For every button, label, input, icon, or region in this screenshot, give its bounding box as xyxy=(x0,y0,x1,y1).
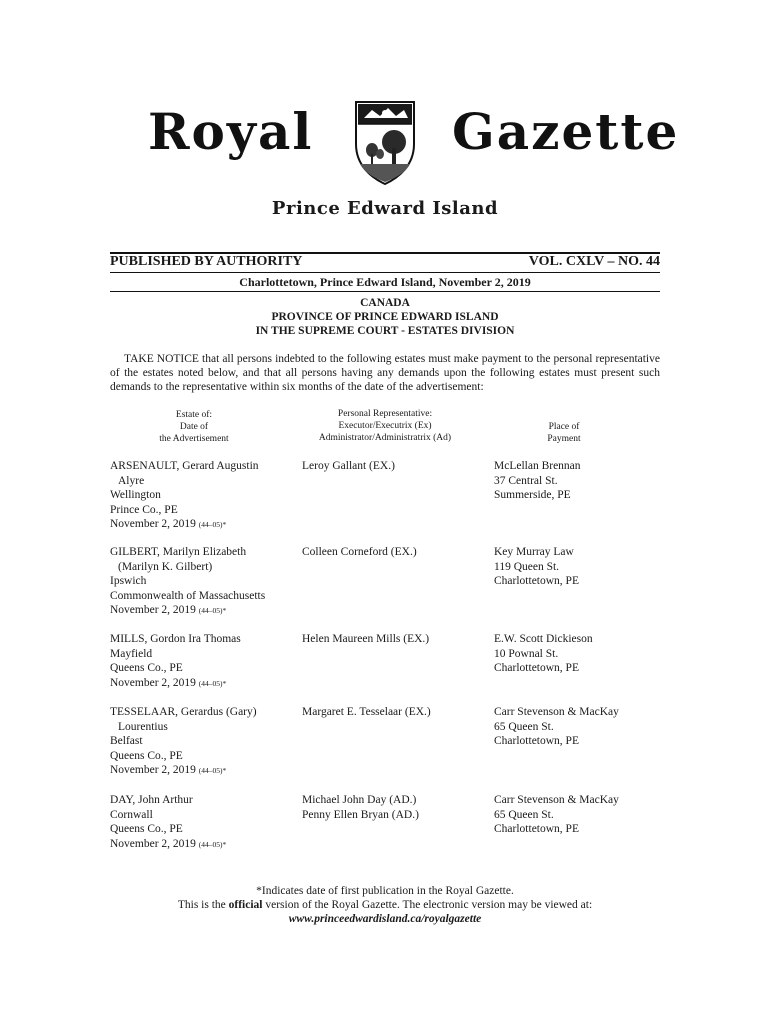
footer-note xyxy=(110,884,660,926)
estate-county: Commonwealth of Massachusetts xyxy=(110,589,266,602)
column-header-representative-line: Personal Representative: xyxy=(337,409,433,419)
issue-tag: (44–05)* xyxy=(198,678,227,688)
court-line-country: CANADA xyxy=(360,297,410,309)
representative-name: Leroy Gallant (EX.) xyxy=(302,460,395,472)
estate-details xyxy=(110,545,295,619)
estate-details xyxy=(110,632,295,691)
payment-street: 37 Central St. xyxy=(494,474,558,487)
payment-city: Charlottetown, PE xyxy=(494,575,579,587)
masthead xyxy=(0,92,770,192)
court-line-province: PROVINCE OF PRINCE EDWARD ISLAND xyxy=(271,311,499,323)
payment-street: 119 Queen St. xyxy=(494,560,560,573)
payment-city: Charlottetown, PE xyxy=(494,662,579,674)
column-header-estate-line: the Advertisement xyxy=(159,434,229,444)
estate-county: Queens Co., PE xyxy=(110,749,183,762)
representative-name: Colleen Corneford (EX.) xyxy=(302,546,417,558)
dateline: Charlottetown, Prince Edward Island, November 2, 2019 xyxy=(239,275,531,289)
footer-asterisk-note: *Indicates date of first publication in the Royal Gazette. xyxy=(256,885,514,897)
header-rule-bottom xyxy=(110,291,660,292)
payment-firm: E.W. Scott Dickieson xyxy=(494,633,593,645)
estate-locality: Ipswich xyxy=(110,575,147,587)
estate-locality: Belfast xyxy=(110,735,143,747)
estate-locality: Wellington xyxy=(110,489,161,501)
volume-number: VOL. CXLV – NO. 44 xyxy=(528,254,660,269)
payment-place xyxy=(494,459,664,503)
footer-text: This is the xyxy=(177,899,229,911)
payment-city: Summerside, PE xyxy=(494,489,571,501)
masthead-title-left: Royal xyxy=(148,102,314,161)
advertisement-date-line xyxy=(110,837,295,853)
payment-firm: McLellan Brennan xyxy=(494,460,581,472)
estate-locality: Mayfield xyxy=(110,647,153,660)
column-header-estate xyxy=(110,409,278,445)
published-by-authority: PUBLISHED BY AUTHORITY xyxy=(110,254,303,269)
column-header-estate-line: Estate of: xyxy=(175,410,213,420)
advertisement-date-line xyxy=(110,763,295,779)
advertisement-date: November 2, 2019 xyxy=(110,604,196,616)
estate-name: GILBERT, Marilyn Elizabeth xyxy=(110,546,247,558)
footer-text: version of the Royal Gazette. The electronic version may be viewed at: xyxy=(262,899,593,911)
court-heading xyxy=(110,296,660,338)
court-line-division: IN THE SUPREME COURT - ESTATES DIVISION xyxy=(255,325,515,337)
payment-street: 65 Queen St. xyxy=(494,720,554,733)
estate-county: Queens Co., PE xyxy=(110,823,183,835)
payment-city: Charlottetown, PE xyxy=(494,735,579,747)
representative xyxy=(302,632,492,647)
column-header-payment-line: Place of xyxy=(548,422,580,432)
issue-tag: (44–05)* xyxy=(198,520,227,529)
estate-name-cont: Lourentius xyxy=(118,720,168,733)
advertisement-date: November 2, 2019 xyxy=(110,764,196,776)
representative-name: Helen Maureen Mills (EX.) xyxy=(302,633,430,645)
notice-paragraph: TAKE NOTICE that all persons indebted to the following estates must make payment to the personal representative of the estates noted below, and that all persons having any demands upon the following estates must present such demands to the representative within six months of the date of the advertisement: xyxy=(110,353,660,394)
representative-name: Penny Ellen Bryan (AD.) xyxy=(302,808,419,821)
footer-official-word: official xyxy=(228,899,263,911)
estate-county: Queens Co., PE xyxy=(110,662,183,674)
column-header-payment-line: Payment xyxy=(547,434,581,444)
payment-city: Charlottetown, PE xyxy=(494,823,579,835)
payment-firm: Carr Stevenson & MacKay xyxy=(494,706,619,718)
column-header-representative xyxy=(300,408,470,444)
representative xyxy=(302,545,492,560)
gazette-url-link[interactable]: www.princeedwardisland.ca/royalgazette xyxy=(288,913,482,925)
advertisement-date-line xyxy=(110,517,295,533)
estate-name: TESSELAAR, Gerardus (Gary) xyxy=(110,706,257,718)
estate-name-cont: (Marilyn K. Gilbert) xyxy=(118,560,213,573)
masthead-title-right: Gazette xyxy=(452,102,680,161)
publication-row xyxy=(110,254,660,272)
estate-details xyxy=(110,793,295,852)
payment-firm: Carr Stevenson & MacKay xyxy=(494,794,619,806)
column-header-payment xyxy=(494,421,634,445)
issue-tag: (44–05)* xyxy=(198,606,227,615)
payment-place xyxy=(494,705,664,749)
advertisement-date-line xyxy=(110,676,295,692)
representative xyxy=(302,793,492,822)
issue-tag: (44–05)* xyxy=(198,766,227,775)
estate-county: Prince Co., PE xyxy=(110,503,178,516)
pei-coat-of-arms-icon xyxy=(350,98,420,186)
estate-name-cont: Alyre xyxy=(118,474,145,487)
payment-place xyxy=(494,545,664,589)
issue-tag: (44–05)* xyxy=(198,839,227,849)
representative-name: Michael John Day (AD.) xyxy=(302,794,417,806)
estate-details xyxy=(110,459,295,533)
footer-official-note xyxy=(110,898,660,912)
advertisement-date: November 2, 2019 xyxy=(110,837,196,850)
masthead-subtitle: Prince Edward Island xyxy=(271,198,499,219)
advertisement-date-line xyxy=(110,603,295,619)
payment-firm: Key Murray Law xyxy=(494,546,574,558)
representative xyxy=(302,705,492,720)
column-header-representative-line: Administrator/Administratrix (Ad) xyxy=(318,433,452,443)
payment-street: 10 Pownal St. xyxy=(494,647,559,660)
estate-locality: Cornwall xyxy=(110,808,153,821)
advertisement-date: November 2, 2019 xyxy=(110,676,196,689)
header-rule-middle xyxy=(110,272,660,273)
estate-details xyxy=(110,705,295,779)
payment-place xyxy=(494,632,664,676)
payment-street: 65 Queen St. xyxy=(494,808,554,821)
representative xyxy=(302,459,492,474)
advertisement-date: November 2, 2019 xyxy=(110,518,196,530)
payment-place xyxy=(494,793,664,837)
estate-name: DAY, John Arthur xyxy=(110,794,193,806)
column-header-representative-line: Executor/Executrix (Ex) xyxy=(338,421,432,431)
estate-name: ARSENAULT, Gerard Augustin xyxy=(110,460,259,472)
estate-name: MILLS, Gordon Ira Thomas xyxy=(110,633,241,645)
representative-name: Margaret E. Tesselaar (EX.) xyxy=(302,706,431,718)
column-header-estate-line: Date of xyxy=(179,422,209,432)
